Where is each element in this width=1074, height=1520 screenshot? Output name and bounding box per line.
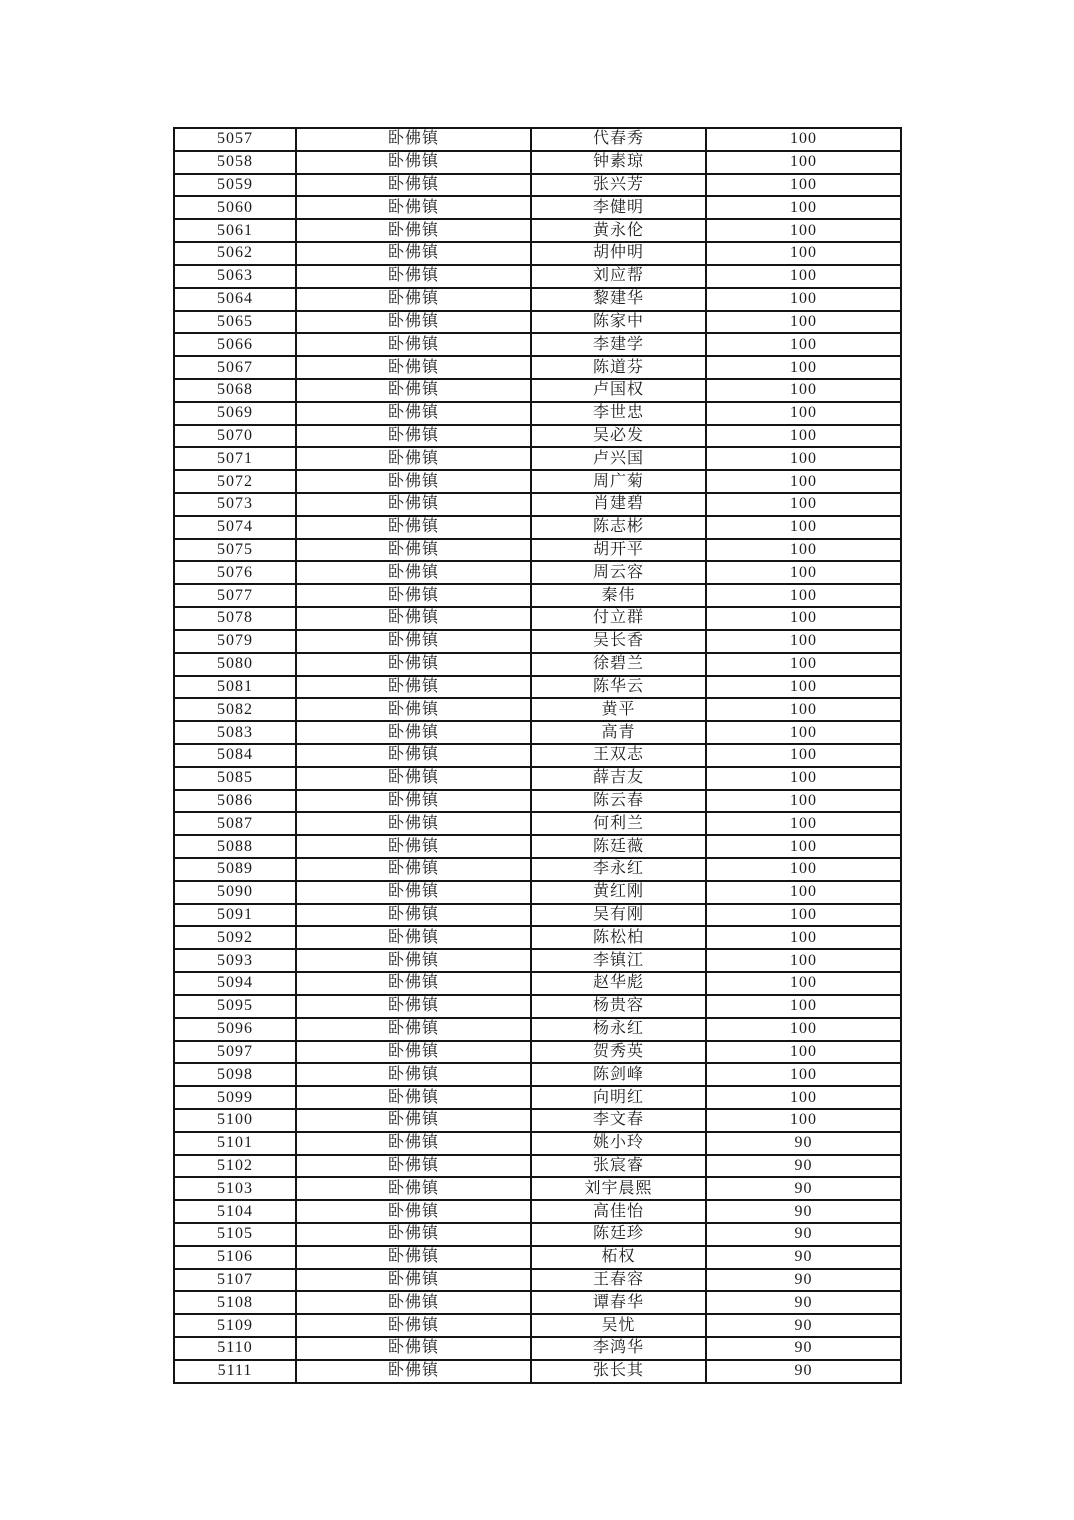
table-row <box>174 1360 901 1383</box>
cell-serial: 5111 <box>174 1360 296 1383</box>
cell-town: 卧佛镇 <box>296 151 531 174</box>
cell-serial: 5080 <box>174 653 296 676</box>
cell-name: 陈道芬 <box>531 356 706 379</box>
table-row <box>174 653 901 676</box>
cell-score: 100 <box>706 379 901 402</box>
table-row <box>174 1269 901 1292</box>
cell-score: 90 <box>706 1132 901 1155</box>
cell-serial: 5094 <box>174 972 296 995</box>
cell-score: 100 <box>706 653 901 676</box>
cell-serial: 5068 <box>174 379 296 402</box>
cell-town: 卧佛镇 <box>296 288 531 311</box>
cell-town: 卧佛镇 <box>296 1223 531 1246</box>
table-row <box>174 858 901 881</box>
cell-serial: 5107 <box>174 1269 296 1292</box>
cell-score: 100 <box>706 1109 901 1132</box>
cell-name: 刘应帮 <box>531 265 706 288</box>
table-row <box>174 265 901 288</box>
cell-serial: 5104 <box>174 1200 296 1223</box>
cell-town: 卧佛镇 <box>296 356 531 379</box>
cell-town: 卧佛镇 <box>296 1337 531 1360</box>
cell-town: 卧佛镇 <box>296 1360 531 1383</box>
cell-serial: 5072 <box>174 470 296 493</box>
cell-serial: 5071 <box>174 447 296 470</box>
cell-name: 张长其 <box>531 1360 706 1383</box>
cell-name: 吴必发 <box>531 425 706 448</box>
table-row <box>174 516 901 539</box>
cell-town: 卧佛镇 <box>296 1109 531 1132</box>
cell-town: 卧佛镇 <box>296 196 531 219</box>
table-row <box>174 1291 901 1314</box>
table-row <box>174 721 901 744</box>
table-row <box>174 1086 901 1109</box>
table-row <box>174 949 901 972</box>
cell-town: 卧佛镇 <box>296 1018 531 1041</box>
cell-name: 肖建碧 <box>531 493 706 516</box>
cell-score: 100 <box>706 288 901 311</box>
cell-town: 卧佛镇 <box>296 1246 531 1269</box>
cell-name: 钟素琼 <box>531 151 706 174</box>
cell-town: 卧佛镇 <box>296 721 531 744</box>
cell-score: 100 <box>706 698 901 721</box>
table-row <box>174 151 901 174</box>
cell-score: 100 <box>706 972 901 995</box>
cell-serial: 5101 <box>174 1132 296 1155</box>
cell-score: 100 <box>706 584 901 607</box>
cell-score: 100 <box>706 128 901 151</box>
cell-town: 卧佛镇 <box>296 584 531 607</box>
cell-score: 100 <box>706 995 901 1018</box>
cell-name: 贺秀英 <box>531 1041 706 1064</box>
cell-town: 卧佛镇 <box>296 311 531 334</box>
table-row <box>174 812 901 835</box>
table-row <box>174 1109 901 1132</box>
cell-score: 100 <box>706 1041 901 1064</box>
cell-serial: 5086 <box>174 790 296 813</box>
table-row <box>174 539 901 562</box>
cell-score: 100 <box>706 447 901 470</box>
cell-name: 王双志 <box>531 744 706 767</box>
cell-score: 100 <box>706 470 901 493</box>
table-row <box>174 790 901 813</box>
cell-serial: 5075 <box>174 539 296 562</box>
table-row <box>174 1314 901 1337</box>
cell-serial: 5100 <box>174 1109 296 1132</box>
cell-serial: 5067 <box>174 356 296 379</box>
cell-name: 付立群 <box>531 607 706 630</box>
table-row <box>174 584 901 607</box>
cell-town: 卧佛镇 <box>296 1063 531 1086</box>
cell-serial: 5059 <box>174 174 296 197</box>
table-row <box>174 425 901 448</box>
cell-score: 100 <box>706 676 901 699</box>
table-row <box>174 1200 901 1223</box>
cell-score: 90 <box>706 1291 901 1314</box>
table-row <box>174 356 901 379</box>
cell-serial: 5061 <box>174 219 296 242</box>
cell-name: 陈廷珍 <box>531 1223 706 1246</box>
cell-name: 高青 <box>531 721 706 744</box>
cell-town: 卧佛镇 <box>296 972 531 995</box>
table-row <box>174 196 901 219</box>
cell-name: 吴有刚 <box>531 904 706 927</box>
cell-score: 100 <box>706 926 901 949</box>
table-row <box>174 242 901 265</box>
cell-name: 陈剑峰 <box>531 1063 706 1086</box>
cell-serial: 5103 <box>174 1177 296 1200</box>
cell-score: 100 <box>706 721 901 744</box>
cell-name: 李世忠 <box>531 402 706 425</box>
cell-name: 向明红 <box>531 1086 706 1109</box>
cell-score: 100 <box>706 265 901 288</box>
cell-town: 卧佛镇 <box>296 630 531 653</box>
cell-name: 李鸿华 <box>531 1337 706 1360</box>
cell-town: 卧佛镇 <box>296 128 531 151</box>
table-row <box>174 744 901 767</box>
cell-score: 100 <box>706 561 901 584</box>
table-row <box>174 926 901 949</box>
table-row <box>174 676 901 699</box>
cell-town: 卧佛镇 <box>296 425 531 448</box>
cell-serial: 5074 <box>174 516 296 539</box>
cell-score: 100 <box>706 196 901 219</box>
table-row <box>174 1246 901 1269</box>
cell-score: 100 <box>706 219 901 242</box>
cell-score: 90 <box>706 1177 901 1200</box>
cell-name: 代春秀 <box>531 128 706 151</box>
cell-serial: 5081 <box>174 676 296 699</box>
cell-name: 卢国权 <box>531 379 706 402</box>
table-row <box>174 128 901 151</box>
cell-town: 卧佛镇 <box>296 516 531 539</box>
cell-serial: 5087 <box>174 812 296 835</box>
table-row <box>174 904 901 927</box>
cell-name: 陈松柏 <box>531 926 706 949</box>
table-row <box>174 698 901 721</box>
table-row <box>174 1337 901 1360</box>
score-table <box>173 127 902 1384</box>
cell-score: 100 <box>706 812 901 835</box>
cell-name: 吴长香 <box>531 630 706 653</box>
cell-town: 卧佛镇 <box>296 1177 531 1200</box>
cell-town: 卧佛镇 <box>296 242 531 265</box>
cell-name: 李镇江 <box>531 949 706 972</box>
cell-serial: 5062 <box>174 242 296 265</box>
table-row <box>174 311 901 334</box>
cell-name: 薛吉友 <box>531 767 706 790</box>
table-row <box>174 447 901 470</box>
cell-name: 胡仲明 <box>531 242 706 265</box>
cell-serial: 5105 <box>174 1223 296 1246</box>
cell-name: 周广菊 <box>531 470 706 493</box>
cell-serial: 5098 <box>174 1063 296 1086</box>
cell-name: 张兴芳 <box>531 174 706 197</box>
table-row <box>174 561 901 584</box>
table-row <box>174 767 901 790</box>
cell-score: 100 <box>706 242 901 265</box>
cell-town: 卧佛镇 <box>296 561 531 584</box>
table-row <box>174 1132 901 1155</box>
cell-serial: 5106 <box>174 1246 296 1269</box>
cell-score: 100 <box>706 744 901 767</box>
cell-score: 100 <box>706 356 901 379</box>
cell-name: 陈廷薇 <box>531 835 706 858</box>
table-row <box>174 995 901 1018</box>
cell-score: 100 <box>706 174 901 197</box>
cell-score: 90 <box>706 1246 901 1269</box>
table-row <box>174 470 901 493</box>
cell-name: 黄平 <box>531 698 706 721</box>
cell-serial: 5108 <box>174 1291 296 1314</box>
cell-town: 卧佛镇 <box>296 539 531 562</box>
cell-score: 100 <box>706 1018 901 1041</box>
cell-name: 柘权 <box>531 1246 706 1269</box>
cell-serial: 5089 <box>174 858 296 881</box>
cell-serial: 5058 <box>174 151 296 174</box>
table-row <box>174 1041 901 1064</box>
table-row <box>174 835 901 858</box>
cell-score: 90 <box>706 1155 901 1178</box>
cell-score: 100 <box>706 516 901 539</box>
cell-name: 黄永伦 <box>531 219 706 242</box>
cell-name: 张宸睿 <box>531 1155 706 1178</box>
cell-score: 100 <box>706 311 901 334</box>
cell-serial: 5060 <box>174 196 296 219</box>
cell-score: 100 <box>706 767 901 790</box>
cell-name: 陈华云 <box>531 676 706 699</box>
cell-name: 谭春华 <box>531 1291 706 1314</box>
cell-score: 100 <box>706 1086 901 1109</box>
table-row <box>174 1155 901 1178</box>
cell-name: 秦伟 <box>531 584 706 607</box>
cell-serial: 5093 <box>174 949 296 972</box>
cell-score: 90 <box>706 1314 901 1337</box>
cell-town: 卧佛镇 <box>296 1132 531 1155</box>
cell-name: 陈志彬 <box>531 516 706 539</box>
cell-name: 周云容 <box>531 561 706 584</box>
cell-serial: 5109 <box>174 1314 296 1337</box>
cell-score: 100 <box>706 151 901 174</box>
cell-town: 卧佛镇 <box>296 1086 531 1109</box>
cell-serial: 5096 <box>174 1018 296 1041</box>
cell-serial: 5082 <box>174 698 296 721</box>
cell-serial: 5090 <box>174 881 296 904</box>
table-row <box>174 1018 901 1041</box>
cell-name: 高佳怡 <box>531 1200 706 1223</box>
cell-town: 卧佛镇 <box>296 904 531 927</box>
table-row <box>174 1223 901 1246</box>
cell-serial: 5066 <box>174 333 296 356</box>
cell-score: 100 <box>706 904 901 927</box>
cell-name: 李文春 <box>531 1109 706 1132</box>
table-row <box>174 379 901 402</box>
cell-serial: 5092 <box>174 926 296 949</box>
cell-score: 100 <box>706 539 901 562</box>
cell-serial: 5084 <box>174 744 296 767</box>
cell-town: 卧佛镇 <box>296 219 531 242</box>
cell-score: 100 <box>706 790 901 813</box>
cell-score: 100 <box>706 493 901 516</box>
cell-serial: 5110 <box>174 1337 296 1360</box>
cell-serial: 5063 <box>174 265 296 288</box>
cell-serial: 5073 <box>174 493 296 516</box>
cell-town: 卧佛镇 <box>296 447 531 470</box>
cell-town: 卧佛镇 <box>296 1314 531 1337</box>
cell-serial: 5064 <box>174 288 296 311</box>
cell-serial: 5078 <box>174 607 296 630</box>
cell-town: 卧佛镇 <box>296 1155 531 1178</box>
cell-town: 卧佛镇 <box>296 812 531 835</box>
cell-name: 李建学 <box>531 333 706 356</box>
cell-town: 卧佛镇 <box>296 174 531 197</box>
cell-serial: 5079 <box>174 630 296 653</box>
cell-serial: 5085 <box>174 767 296 790</box>
cell-name: 胡开平 <box>531 539 706 562</box>
cell-score: 90 <box>706 1200 901 1223</box>
cell-town: 卧佛镇 <box>296 402 531 425</box>
cell-town: 卧佛镇 <box>296 926 531 949</box>
cell-serial: 5088 <box>174 835 296 858</box>
cell-town: 卧佛镇 <box>296 881 531 904</box>
cell-name: 李健明 <box>531 196 706 219</box>
table-row <box>174 881 901 904</box>
cell-name: 姚小玲 <box>531 1132 706 1155</box>
cell-serial: 5083 <box>174 721 296 744</box>
cell-name: 陈云春 <box>531 790 706 813</box>
cell-name: 陈家中 <box>531 311 706 334</box>
cell-town: 卧佛镇 <box>296 949 531 972</box>
cell-serial: 5069 <box>174 402 296 425</box>
cell-name: 黎建华 <box>531 288 706 311</box>
cell-serial: 5099 <box>174 1086 296 1109</box>
table-row <box>174 1177 901 1200</box>
cell-score: 90 <box>706 1223 901 1246</box>
cell-town: 卧佛镇 <box>296 1041 531 1064</box>
table-row <box>174 630 901 653</box>
cell-score: 90 <box>706 1337 901 1360</box>
table-row <box>174 288 901 311</box>
cell-serial: 5077 <box>174 584 296 607</box>
cell-name: 杨永红 <box>531 1018 706 1041</box>
table-row <box>174 1063 901 1086</box>
cell-town: 卧佛镇 <box>296 698 531 721</box>
cell-name: 卢兴国 <box>531 447 706 470</box>
cell-town: 卧佛镇 <box>296 790 531 813</box>
cell-town: 卧佛镇 <box>296 744 531 767</box>
cell-score: 90 <box>706 1269 901 1292</box>
cell-town: 卧佛镇 <box>296 653 531 676</box>
table-row <box>174 493 901 516</box>
cell-serial: 5091 <box>174 904 296 927</box>
cell-serial: 5057 <box>174 128 296 151</box>
cell-score: 100 <box>706 333 901 356</box>
cell-town: 卧佛镇 <box>296 676 531 699</box>
cell-town: 卧佛镇 <box>296 1200 531 1223</box>
table-row <box>174 333 901 356</box>
cell-town: 卧佛镇 <box>296 265 531 288</box>
cell-score: 100 <box>706 835 901 858</box>
cell-name: 何利兰 <box>531 812 706 835</box>
cell-town: 卧佛镇 <box>296 767 531 790</box>
table-row <box>174 607 901 630</box>
cell-town: 卧佛镇 <box>296 858 531 881</box>
cell-town: 卧佛镇 <box>296 1269 531 1292</box>
cell-score: 100 <box>706 858 901 881</box>
table-row <box>174 402 901 425</box>
cell-town: 卧佛镇 <box>296 835 531 858</box>
cell-score: 100 <box>706 949 901 972</box>
table-row <box>174 972 901 995</box>
cell-score: 100 <box>706 881 901 904</box>
cell-serial: 5065 <box>174 311 296 334</box>
cell-serial: 5095 <box>174 995 296 1018</box>
cell-town: 卧佛镇 <box>296 995 531 1018</box>
cell-town: 卧佛镇 <box>296 607 531 630</box>
table-row <box>174 219 901 242</box>
table-row <box>174 174 901 197</box>
cell-score: 100 <box>706 630 901 653</box>
cell-serial: 5097 <box>174 1041 296 1064</box>
cell-score: 100 <box>706 1063 901 1086</box>
cell-score: 100 <box>706 425 901 448</box>
cell-name: 黄红刚 <box>531 881 706 904</box>
cell-name: 王春容 <box>531 1269 706 1292</box>
cell-name: 徐碧兰 <box>531 653 706 676</box>
cell-name: 刘宇晨熙 <box>531 1177 706 1200</box>
cell-name: 李永红 <box>531 858 706 881</box>
cell-serial: 5076 <box>174 561 296 584</box>
cell-town: 卧佛镇 <box>296 493 531 516</box>
cell-serial: 5102 <box>174 1155 296 1178</box>
cell-score: 90 <box>706 1360 901 1383</box>
cell-score: 100 <box>706 402 901 425</box>
cell-town: 卧佛镇 <box>296 333 531 356</box>
score-table-body <box>174 128 901 1383</box>
cell-score: 100 <box>706 607 901 630</box>
cell-name: 赵华彪 <box>531 972 706 995</box>
cell-town: 卧佛镇 <box>296 1291 531 1314</box>
cell-name: 杨贵容 <box>531 995 706 1018</box>
cell-name: 吴忧 <box>531 1314 706 1337</box>
cell-serial: 5070 <box>174 425 296 448</box>
cell-town: 卧佛镇 <box>296 379 531 402</box>
cell-town: 卧佛镇 <box>296 470 531 493</box>
